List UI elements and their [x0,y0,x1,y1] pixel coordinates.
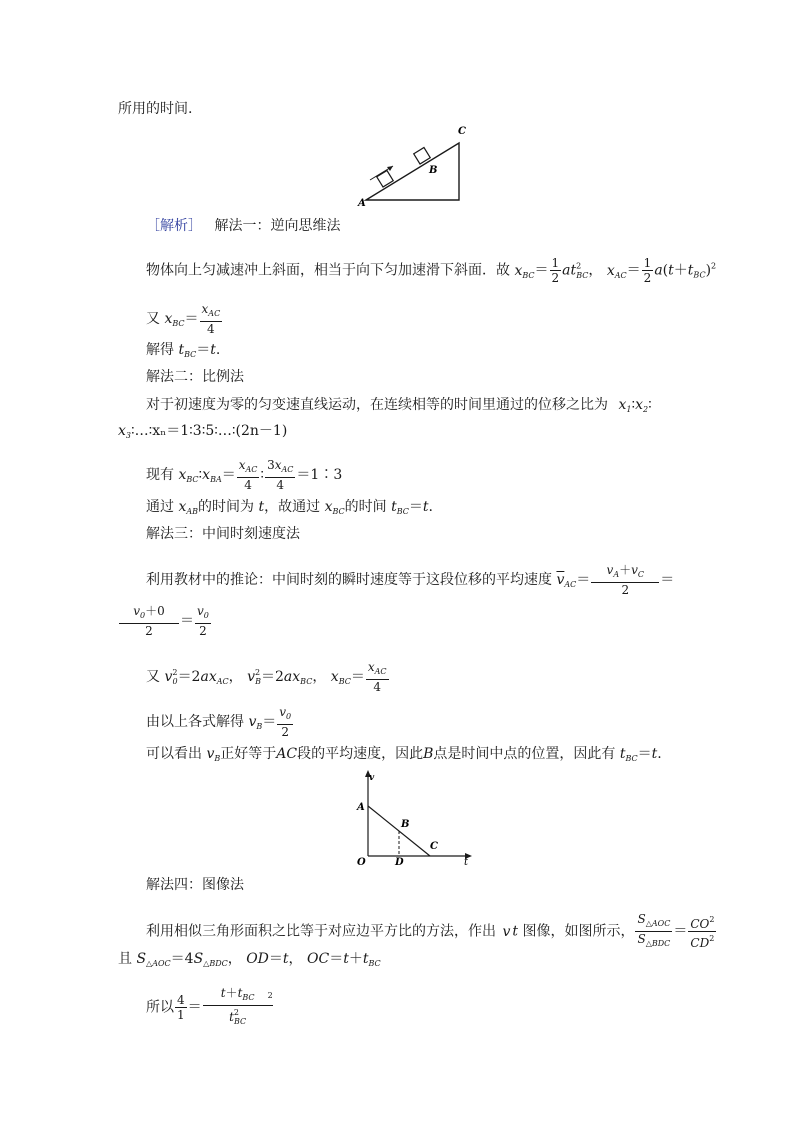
method1-line1: 物体向上匀减速冲上斜面，相当于向下匀加速滑下斜面．故 $x_{BC}=$ $\frac{1}{2}$ $at^2_{BC}$， $x_{AC}=$ $\frac{1}{2}$ $a(t+t_{BC})^2$ [146,256,717,285]
incline-diagram [356,120,476,210]
label-A: A [358,198,366,209]
method1-title: 解法一：逆向思维法 [214,218,341,234]
method1-result: 解得 $t_{BC}=t$. [146,342,221,359]
method4-line1: 利用相似三角形面积之比等于对应边平方比的方法，作出 v t 图像，如图所示， $\frac{S_{\triangle AOC}}{S_{\triangle BDC}}$ ＝ $\frac{CO^2}{CD^2}$ [146,912,715,950]
label-v: v [369,773,375,783]
label-B: B [429,165,438,176]
analysis-tag: ［解析］ [146,218,202,234]
method4-line3: 所以 $\frac{4}{1}$ ＝ $\frac{t+t_{BC}}{t^2_{BC}}$ $^2$ [146,986,273,1026]
method3-line4: 由以上各式解得 $v_B=$ $\frac{v_0}{2}$ [146,705,292,739]
method2-ratio: 现有 $x_{BC}∶x_{BA}=$ $\frac{x_{AC}}{4}$ ∶ $\frac{3x_{AC}}{4}$ ＝1∶3 [146,458,343,492]
label-D: D [395,857,404,866]
method2-title: 解法二：比例法 [146,369,244,385]
method3-line2: $\frac{v_0+0}{2}$ ＝ $\frac{v_0}{2}$ [118,604,212,638]
label-C2: C [430,841,438,852]
method3-line3: 又 $v^2_0=2ax_{AC}$， $v^2_B=2ax_{BC}$， $x_{BC}=$ $\frac{x_{AC}}{4}$ [146,660,387,694]
method4-line2: 且 $S_{\triangle AOC}=4S_{\triangle BDC}$， OD＝t， $OC=t+t_{BC}$ [118,951,381,968]
label-B2: B [401,819,410,830]
label-O: O [357,857,366,866]
method3-line1: 利用教材中的推论：中间时刻的瞬时速度等于这段位移的平均速度 $\overline{v}_{AC}=$ $\frac{v_A+v_C}{2}$ ＝ [146,563,675,597]
method1-line2: 又 $x_{BC}=$ $\frac{x_{AC}}{4}$ [146,302,221,336]
method3-title: 解法三：中间时刻速度法 [146,526,300,542]
method2-line1: 对于初速度为零的匀变速直线运动，在连续相等的时间里通过的位移之比为 $x_1∶x_2∶$ [146,397,652,414]
vt-graph [352,768,476,866]
method2-result: 通过 $x_{AB}$的时间为 t，故通过 $x_{BC}$的时间 $t_{BC}=t$. [146,499,433,516]
method2-line2: $x_3∶\dots∶x_n=1∶3∶5∶\dots∶(2n-1)$ [118,423,288,440]
method3-conclusion: 可以看出 $v_B$正好等于AC段的平均速度，因此B点是时间中点的位置，因此有 $t_{BC}=t$. [146,746,662,763]
incline-triangle [366,143,459,200]
label-C: C [458,126,466,137]
label-t: t [464,857,469,866]
intro-line: 所用的时间. [118,101,193,117]
label-A2: A [357,802,365,813]
method4-title: 解法四：图像法 [146,877,244,893]
arrow-head [387,166,393,171]
